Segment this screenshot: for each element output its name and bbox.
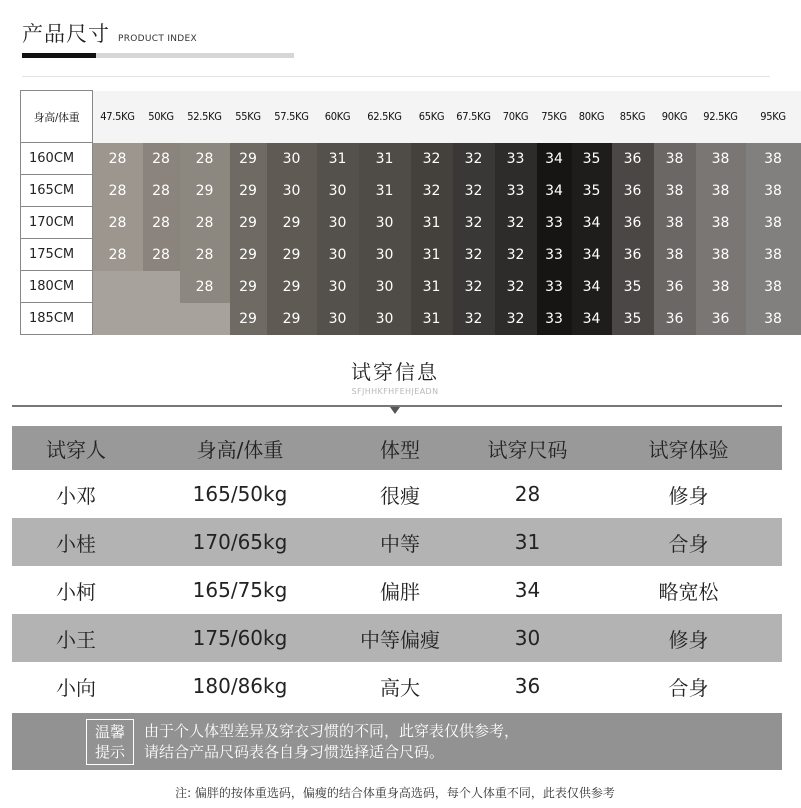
size-cell: 38	[746, 207, 801, 239]
try-on-header-cell: 试穿尺码	[487, 437, 568, 462]
try-on-cell: 175/60kg	[192, 626, 288, 650]
try-on-header-cell: 体型	[380, 437, 420, 462]
size-cell: 30	[359, 303, 411, 335]
size-cell: 38	[746, 143, 801, 175]
size-cell: 32	[495, 239, 537, 271]
size-cell: 30	[359, 239, 411, 271]
size-cell	[143, 271, 180, 303]
try-on-cell: 34	[514, 578, 541, 602]
height-label: 170CM	[21, 207, 93, 239]
size-chart-row	[21, 303, 801, 335]
size-cell: 38	[746, 271, 801, 303]
try-on-title-en: SFJHHKFHFEHJEADN	[351, 387, 439, 396]
size-cell: 33	[495, 175, 537, 207]
size-cell: 29	[267, 271, 317, 303]
header-title-en: PRODUCT INDEX	[118, 34, 197, 44]
size-cell: 31	[411, 271, 453, 303]
try-on-cell: 中等	[380, 531, 420, 556]
size-cell: 38	[746, 175, 801, 207]
size-cell: 31	[411, 207, 453, 239]
weight-header: 67.5KG	[453, 91, 495, 143]
try-on-cell: 修身	[668, 483, 709, 508]
size-cell: 28	[143, 143, 180, 175]
try-on-cell: 31	[514, 530, 541, 554]
size-chart-row	[21, 207, 801, 239]
try-on-cell: 36	[514, 674, 541, 698]
size-cell: 29	[230, 207, 267, 239]
try-on-cell: 中等偏瘦	[360, 627, 440, 652]
footnote: 注: 偏胖的按体重选码，偏瘦的结合体重身高选码，每个人体重不同，此表仅供参考	[175, 786, 615, 800]
size-cell: 29	[267, 207, 317, 239]
weight-header: 52.5KG	[180, 91, 230, 143]
size-cell: 36	[654, 303, 696, 335]
size-cell: 38	[654, 175, 696, 207]
size-cell: 32	[453, 303, 495, 335]
size-cell: 30	[317, 303, 359, 335]
size-cell: 34	[537, 175, 572, 207]
size-cell: 29	[230, 303, 267, 335]
size-cell: 38	[654, 143, 696, 175]
size-cell: 28	[143, 207, 180, 239]
try-on-cell: 偏胖	[380, 579, 420, 604]
size-cell: 28	[180, 271, 230, 303]
size-cell: 38	[746, 239, 801, 271]
size-cell: 31	[359, 175, 411, 207]
weight-header: 92.5KG	[696, 91, 746, 143]
size-cell: 29	[230, 239, 267, 271]
try-on-header-cell: 身高/体重	[196, 437, 284, 462]
size-cell: 31	[411, 239, 453, 271]
size-cell: 36	[612, 207, 654, 239]
size-cell: 28	[93, 175, 143, 207]
tip-text	[144, 721, 519, 763]
try-on-header-row	[12, 426, 782, 470]
size-cell	[93, 271, 143, 303]
size-cell: 35	[612, 271, 654, 303]
try-on-row	[12, 470, 782, 518]
size-cell: 28	[143, 239, 180, 271]
size-cell: 29	[230, 143, 267, 175]
size-chart-table	[20, 90, 801, 335]
try-on-row	[12, 614, 782, 662]
try-on-row	[12, 518, 782, 566]
tip-label-line: 温馨	[94, 722, 125, 741]
try-on-header-cell: 试穿体验	[648, 437, 729, 462]
try-on-cell: 高大	[380, 675, 420, 700]
size-cell: 33	[537, 303, 572, 335]
size-cell: 36	[612, 239, 654, 271]
size-cell: 30	[359, 271, 411, 303]
size-cell: 36	[612, 175, 654, 207]
size-cell: 30	[317, 207, 359, 239]
size-cell: 30	[317, 271, 359, 303]
size-cell: 36	[612, 143, 654, 175]
try-on-cell: 30	[514, 626, 541, 650]
try-on-cell: 略宽松	[658, 579, 719, 604]
weight-header: 47.5KG	[93, 91, 143, 143]
try-on-cell: 165/50kg	[192, 482, 288, 506]
try-on-cell: 合身	[668, 531, 709, 556]
try-on-cell: 170/65kg	[192, 530, 288, 554]
size-chart-row	[21, 175, 801, 207]
size-chart-corner-label: 身高/体重	[21, 91, 93, 143]
size-cell: 34	[537, 143, 572, 175]
try-on-title	[0, 356, 790, 396]
size-cell: 30	[359, 207, 411, 239]
size-cell: 38	[696, 239, 746, 271]
size-cell: 29	[180, 175, 230, 207]
size-cell: 38	[654, 239, 696, 271]
size-cell: 32	[453, 207, 495, 239]
size-chart	[20, 90, 786, 350]
try-on-cell: 小向	[56, 675, 96, 700]
size-cell: 29	[267, 239, 317, 271]
try-on-cell: 28	[514, 482, 541, 506]
size-cell: 38	[696, 207, 746, 239]
size-cell	[180, 303, 230, 335]
weight-header: 70KG	[495, 91, 537, 143]
size-cell: 32	[453, 175, 495, 207]
size-cell: 33	[537, 207, 572, 239]
weight-header: 85KG	[612, 91, 654, 143]
size-cell: 30	[267, 175, 317, 207]
size-cell	[93, 303, 143, 335]
down-arrow-icon	[390, 407, 400, 414]
tip-label-line: 提示	[94, 742, 125, 761]
size-cell: 28	[143, 175, 180, 207]
size-cell: 38	[746, 303, 801, 335]
size-cell: 33	[537, 239, 572, 271]
try-on-cell: 小桂	[56, 531, 96, 556]
header-underline-accent	[22, 53, 96, 58]
try-on-table	[12, 426, 782, 710]
size-cell: 28	[93, 239, 143, 271]
size-cell: 34	[572, 239, 612, 271]
header-title-cn: 产品尺寸	[22, 22, 110, 46]
size-cell: 29	[267, 303, 317, 335]
try-on-cell: 小王	[56, 627, 96, 652]
size-cell: 35	[572, 175, 612, 207]
size-cell: 28	[180, 239, 230, 271]
size-cell: 29	[230, 271, 267, 303]
weight-header: 62.5KG	[359, 91, 411, 143]
height-label: 180CM	[21, 271, 93, 303]
try-on-header-cell: 试穿人	[46, 437, 106, 462]
size-cell: 31	[359, 143, 411, 175]
size-cell: 36	[696, 303, 746, 335]
weight-header: 65KG	[411, 91, 453, 143]
size-cell: 28	[180, 143, 230, 175]
size-cell: 28	[93, 207, 143, 239]
try-on-cell: 很瘦	[380, 483, 420, 508]
size-cell	[143, 303, 180, 335]
height-label: 160CM	[21, 143, 93, 175]
try-on-title-cn: 试穿信息	[351, 360, 439, 384]
size-cell: 35	[612, 303, 654, 335]
size-cell: 35	[572, 143, 612, 175]
tip-text-line: 由于个人体型差异及穿衣习惯的不同，此穿表仅供参考，	[144, 721, 520, 740]
weight-header: 50KG	[143, 91, 180, 143]
size-cell: 34	[572, 303, 612, 335]
weight-header: 90KG	[654, 91, 696, 143]
size-cell: 32	[495, 207, 537, 239]
weight-header: 75KG	[537, 91, 572, 143]
size-cell: 30	[267, 143, 317, 175]
try-on-row	[12, 662, 782, 710]
try-on-cell: 165/75kg	[192, 578, 288, 602]
size-cell: 32	[453, 143, 495, 175]
height-label: 185CM	[21, 303, 93, 335]
header-divider	[22, 76, 770, 77]
size-cell: 32	[495, 303, 537, 335]
height-label: 175CM	[21, 239, 93, 271]
size-cell: 34	[572, 271, 612, 303]
tip-banner	[12, 713, 782, 770]
size-cell: 28	[93, 143, 143, 175]
weight-header: 80KG	[572, 91, 612, 143]
size-cell: 31	[317, 143, 359, 175]
tip-text-line: 请结合产品尺码表各自身习惯选择适合尺码。	[144, 742, 445, 761]
try-on-cell: 合身	[668, 675, 709, 700]
size-cell: 32	[453, 271, 495, 303]
height-label: 165CM	[21, 175, 93, 207]
size-cell: 38	[654, 207, 696, 239]
weight-header: 60KG	[317, 91, 359, 143]
size-cell: 34	[572, 207, 612, 239]
size-cell: 38	[696, 143, 746, 175]
size-cell: 33	[495, 143, 537, 175]
size-cell: 33	[537, 271, 572, 303]
size-cell: 32	[411, 143, 453, 175]
size-cell: 30	[317, 175, 359, 207]
try-on-cell: 修身	[668, 627, 709, 652]
try-on-cell: 小柯	[56, 579, 96, 604]
size-cell: 29	[230, 175, 267, 207]
try-on-cell: 小邓	[56, 483, 96, 508]
size-cell: 31	[411, 303, 453, 335]
size-chart-row	[21, 239, 801, 271]
size-cell: 32	[495, 271, 537, 303]
try-on-row	[12, 566, 782, 614]
size-cell: 32	[453, 239, 495, 271]
size-cell: 28	[180, 207, 230, 239]
size-cell: 38	[696, 175, 746, 207]
weight-header: 57.5KG	[267, 91, 317, 143]
size-chart-row	[21, 271, 801, 303]
try-on-cell: 180/86kg	[192, 674, 288, 698]
size-chart-row	[21, 143, 801, 175]
tip-label	[86, 719, 134, 765]
weight-header: 55KG	[230, 91, 267, 143]
size-cell: 36	[654, 271, 696, 303]
weight-header: 95KG	[746, 91, 801, 143]
size-cell: 32	[411, 175, 453, 207]
size-cell: 38	[696, 271, 746, 303]
size-cell: 30	[317, 239, 359, 271]
